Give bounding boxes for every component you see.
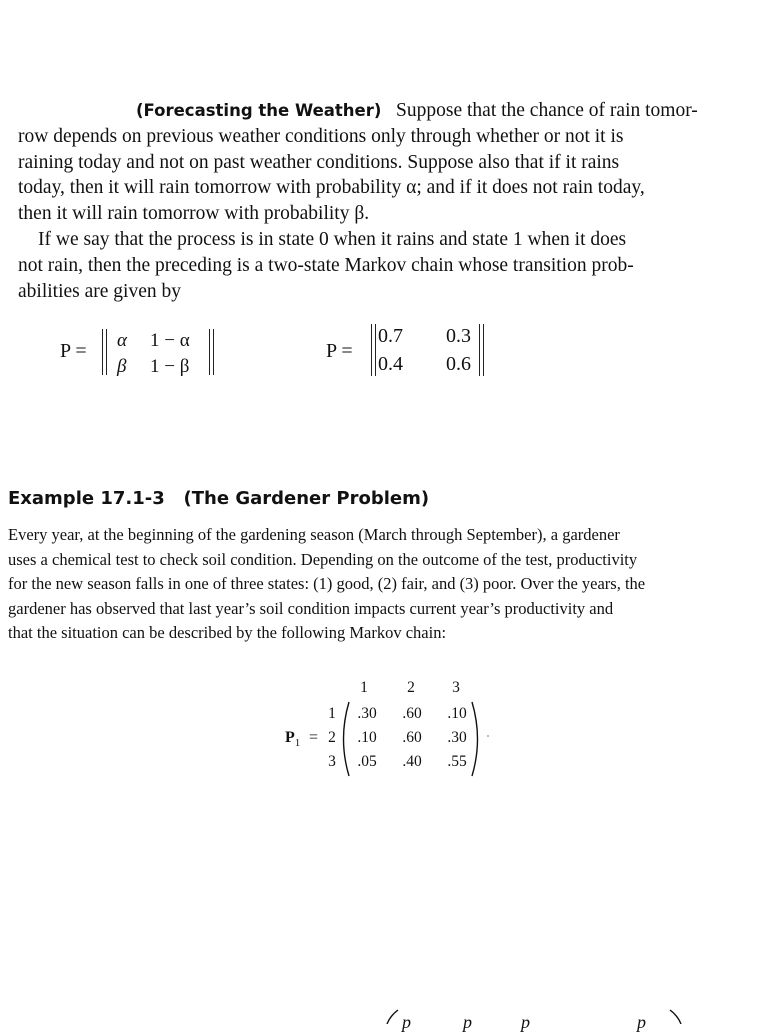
cutoff-left-paren [384,1008,400,1024]
symbolic-cell-1-2: 1 − α [150,330,190,351]
symbolic-matrix-left-bar-1 [102,329,103,375]
gardener-cell-1-1: .30 [357,705,377,722]
symbolic-cell-2-2: 1 − β [150,356,190,377]
numeric-matrix-left-bar-2 [375,324,376,376]
cutoff-cell-3: p [521,1012,530,1032]
symbolic-matrix-label: P = [60,340,87,362]
numeric-cell-2-1: 0.4 [378,353,403,375]
example-heading: Example 17.1-3 (The Gardener Problem) [8,488,430,509]
gardener-cell-3-3: .55 [447,753,467,770]
numeric-matrix-left-bar-1 [371,324,372,376]
numeric-cell-1-1: 0.7 [378,325,403,347]
weather-line-3: raining today and not on past weather conditions. Suppose also that if it rains [18,151,620,173]
gardener-cell-2-2: .60 [402,729,422,746]
col-header-3: 3 [452,679,460,696]
gardener-line-1: Every year, at the beginning of the gardening season (March through September), a gardener [8,525,620,544]
cutoff-cell-4: p [637,1012,646,1032]
gardener-matrix-label: $P_1$ [285,729,301,750]
gardener-line-2: uses a chemical test to check soil condition. Depending on the outcome of the test, productivity [8,549,638,569]
cutoff-cell-2: p [463,1012,472,1032]
gardener-line-3: for the new season falls in one of three states: (1) good, (2) fair, and (3) poor. Over the years, the [8,574,646,594]
gardener-matrix-equals: = [309,729,319,746]
weather-line-2: row depends on previous weather conditions only through whether or not it is [18,125,624,147]
symbolic-matrix-right-bar-2 [213,329,214,375]
row-header-2: 2 [328,729,336,746]
gardener-cell-2-1: .10 [357,729,377,746]
gardener-line-5: that the situation can be described by the following Markov chain: [8,623,447,643]
weather-line-4: today, then it will rain tomorrow with probability α; and if it does not rain today, [18,177,645,199]
symbolic-matrix-right-bar-1 [209,329,210,375]
gardener-cell-2-3: .30 [447,729,467,746]
symbolic-cell-2-1: β [117,356,127,377]
cutoff-right-paren [668,1008,684,1024]
weather-line-6: If we say that the process is in state 0 when it rains and state 1 when it does [38,228,627,250]
weather-paragraph [18,98,748,304]
symbolic-matrix-left-bar-2 [106,329,107,375]
symbolic-cell-1-1: α [117,330,127,351]
weather-line-5: then it will rain tomorrow with probability β. [18,203,370,225]
numeric-matrix-label: P = [326,340,353,362]
numeric-cell-2-2: 0.6 [446,353,471,375]
numeric-cell-1-2: 0.3 [446,325,471,347]
gardener-paragraph [8,523,766,646]
col-header-1: 1 [360,679,368,696]
row-header-1: 1 [328,705,336,722]
cutoff-cell-1: p [402,1012,411,1032]
col-header-2: 2 [407,679,415,696]
weather-heading: (Forecasting the Weather) [136,101,382,120]
gardener-line-4: gardener has observed that last year’s soil condition impacts current year’s productivity and [8,598,614,618]
gardener-cell-1-2: .60 [402,705,422,722]
gardener-cell-1-3: .10 [447,705,467,722]
weather-line-1: (Forecasting the Weather) Suppose that the chance of rain tomor- [136,100,698,121]
weather-line-7: not rain, then the preceding is a two-state Markov chain whose transition prob- [18,254,634,276]
numeric-matrix-right-bar-2 [483,324,484,376]
gardener-cell-3-2: .40 [402,753,422,770]
weather-line-8: abilities are given by [18,280,181,302]
numeric-matrix-right-bar-1 [479,324,480,376]
gardener-cell-3-1: .05 [357,753,377,770]
stray-dot [487,735,489,737]
row-header-3: 3 [328,753,336,770]
